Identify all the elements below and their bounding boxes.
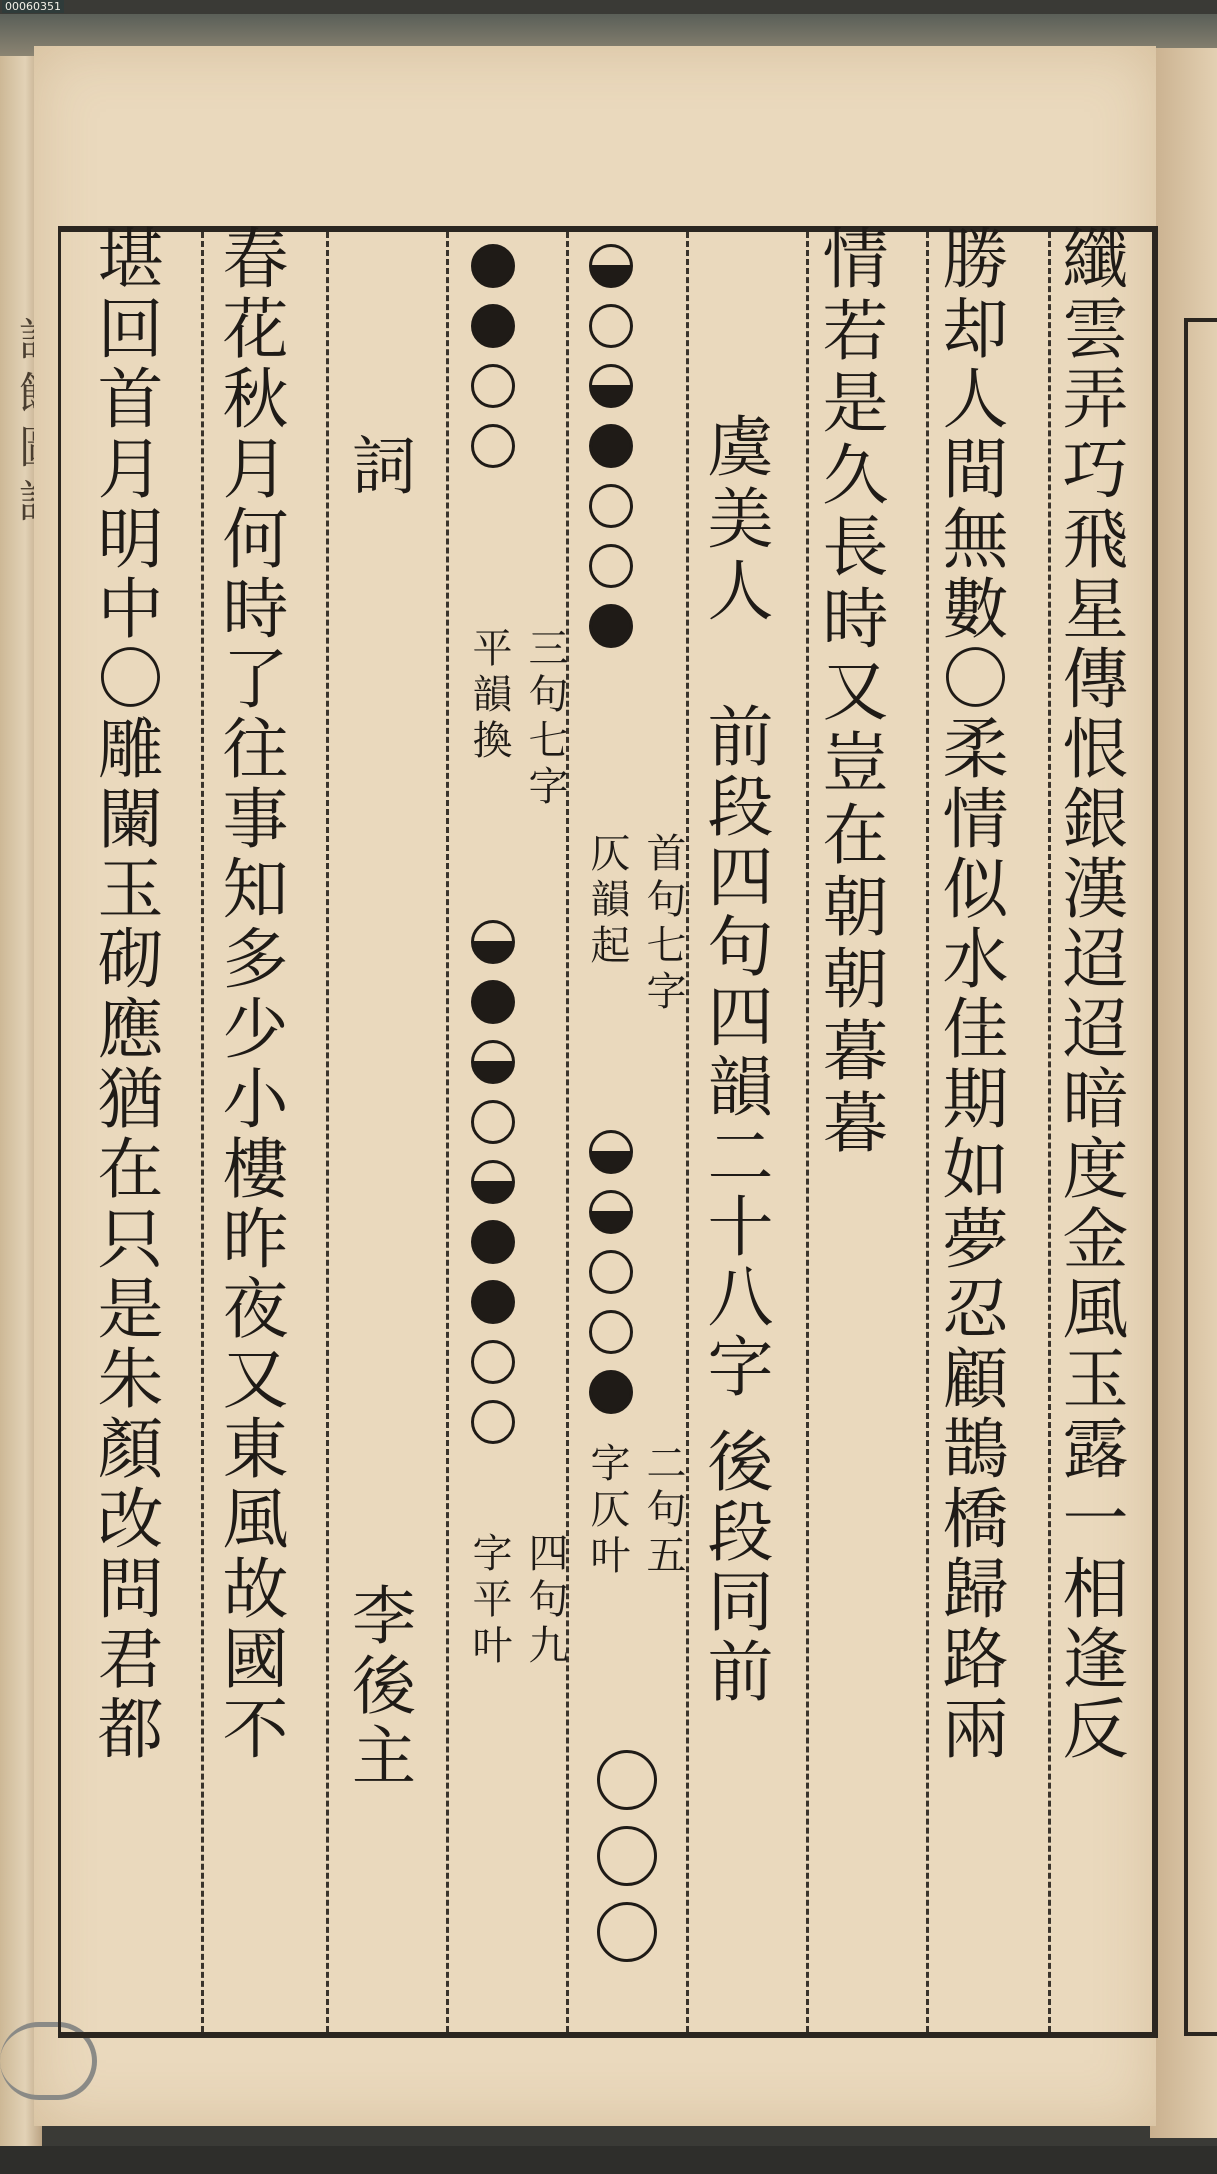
poem-column-9: 堪回首月明中〇雕闌玉砌應猶在只是朱顏改問君都: [86, 224, 163, 1764]
tone-mark: [589, 1250, 633, 1294]
tone-mark: [589, 1190, 633, 1234]
right-page-edge: [1150, 48, 1217, 2138]
tone-mark: [589, 604, 633, 648]
tone-note: 仄韻起: [584, 832, 630, 970]
section-label: 詞: [341, 432, 415, 502]
tone-mark: [471, 424, 515, 468]
poem-column-3: 情若是久長時又豈在朝朝暮暮: [811, 224, 888, 1160]
tone-mark: [589, 1130, 633, 1174]
tone-mark: [589, 244, 633, 288]
tone-mark: [589, 484, 633, 528]
tone-mark: [471, 1340, 515, 1384]
tone-note: 四句九: [522, 1532, 568, 1670]
tone-note: 二句五: [640, 1442, 686, 1580]
tone-mark: [589, 364, 633, 408]
tone-note: 三句七字: [522, 627, 568, 811]
tone-note: 字平叶: [466, 1532, 512, 1670]
poem-column-8: 春花秋月何時了往事知多少小樓昨夜又東風故國不: [211, 224, 288, 1764]
tone-mark: [589, 1370, 633, 1414]
tone-mark: [471, 1400, 515, 1444]
tone-note: 字仄叶: [584, 1442, 630, 1580]
tone-mark: [471, 1160, 515, 1204]
tone-mark: [597, 1902, 657, 1962]
tone-note: 平韻換: [466, 627, 512, 765]
tone-mark: [589, 1310, 633, 1354]
tone-mark: [471, 920, 515, 964]
poem-column-2: 勝却人間無數〇柔情似水佳期如夢忍顧鵲橋歸路兩: [931, 224, 1008, 1764]
tone-mark: [471, 1220, 515, 1264]
scan-id-label: 00060351: [2, 0, 64, 13]
tone-mark: [471, 304, 515, 348]
tone-mark: [589, 304, 633, 348]
tone-mark: [471, 1040, 515, 1084]
tone-mark: [471, 980, 515, 1024]
tone-mark: [589, 424, 633, 468]
tone-mark: [471, 1280, 515, 1324]
tune-title: 虞美人: [696, 412, 773, 628]
tone-column-5: [589, 236, 633, 656]
author-name: 李後主: [341, 1582, 415, 1792]
book-bottom-edge: [0, 2146, 1217, 2174]
tone-mark: [471, 364, 515, 408]
tone-mark: [597, 1826, 657, 1886]
tone-mark: [589, 544, 633, 588]
tone-mark: [597, 1750, 657, 1810]
tone-mark: [471, 244, 515, 288]
tone-note: 首句七字: [640, 832, 686, 1016]
text-frame: [58, 226, 1158, 2038]
structure-note: 前段四句四韻二十八字 後段同前: [696, 702, 773, 1707]
tone-mark: [471, 1100, 515, 1144]
poem-column-1: 纖雲弄巧飛星傳恨銀漢迢迢暗度金風玉露一相逢反: [1051, 224, 1128, 1764]
tone-column-6: [471, 236, 515, 476]
